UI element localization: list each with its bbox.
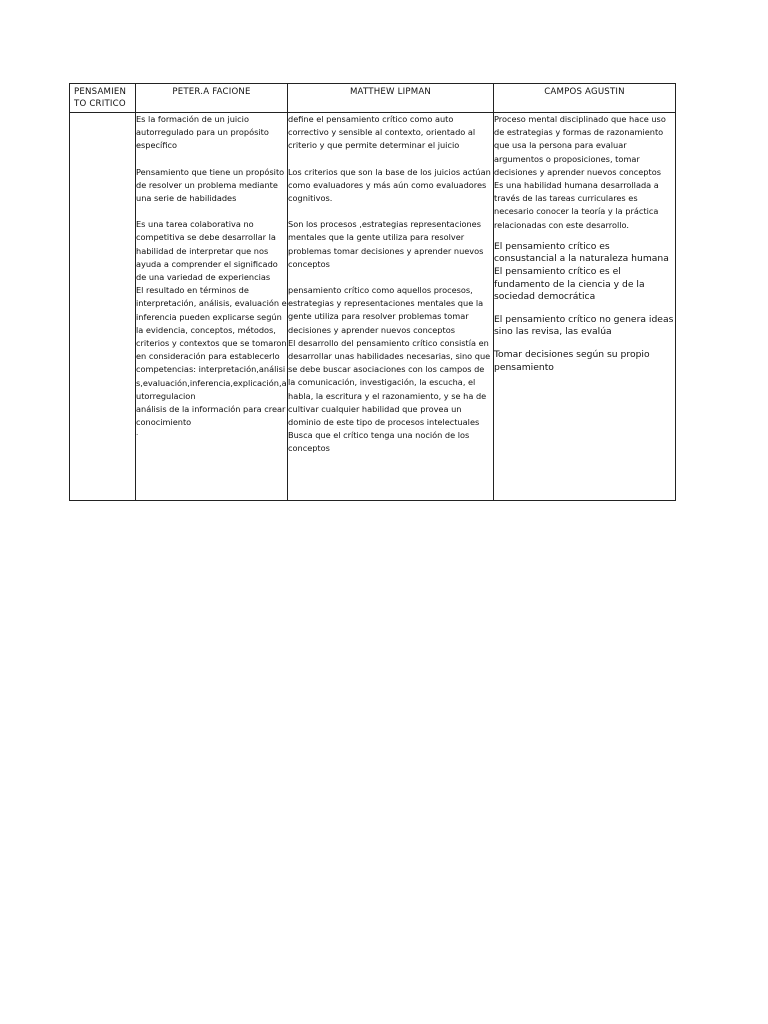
facione-dot: . [136, 429, 139, 438]
facione-paragraph: Es la formación de un juicio autorregulado para un propósito específico [136, 114, 269, 151]
campos-paragraph: El pensamiento crítico es el fundamento de la ciencia y de la sociedad democrática [494, 266, 645, 303]
content-row [70, 113, 676, 501]
campos-paragraph: Tomar decisiones según su propio pensamiento [494, 348, 650, 373]
campos-paragraph: Proceso mental disciplinado que hace uso de estrategias y formas de razonamiento que usa la persona para evaluar argumentos o proposiciones, tomar decisiones y aprender nuevos conceptos [494, 114, 666, 177]
campos-paragraph: El pensamiento crítico no genera ideas sino las revisa, las evalúa [494, 313, 674, 338]
campos-cell [494, 113, 676, 501]
lipman-paragraph: Los criterios que son la base de los juicios actúan como evaluadores y más aún como evaluadores cognitivos. [288, 166, 491, 204]
comparison-table [69, 83, 676, 501]
header-pensamiento-critico: PENSAMIEN TO CRITICO [70, 84, 136, 113]
header-campos: CAMPOS AGUSTIN [494, 84, 676, 113]
header-lipman: MATTHEW LIPMAN [288, 84, 494, 113]
facione-paragraph: competencias: interpretación,análisis,evaluación,inferencia,explicación,autorregulacion [136, 364, 287, 401]
header-facione: PETER.A FACIONE [136, 84, 288, 113]
lipman-paragraph: El desarrollo del pensamiento crítico consistía en desarrollar unas habilidades necesarias, sino que se debe buscar asociaciones con los campos de la comunicación, investigación, la escucha, el habla, la escritura y el razonamiento, y se ha de cultivar cualquier habilidad que provea un dominio de este tipo de procesos intelectuales [288, 337, 491, 428]
lipman-paragraph: define el pensamiento crítico como auto correctivo y sensible al contexto, orientado al criterio y que permite determinar el juicio [288, 114, 476, 151]
facione-paragraph: Es una tarea colaborativa no competitiva se debe desarrollar la habilidad de interpretar que nos ayuda a comprender el significado de una variedad de experiencias [136, 219, 278, 283]
lipman-paragraph: Son los procesos ,estrategias representaciones mentales que la gente utiliza para resolver problemas tomar decisiones y aprender nuevos conceptos [288, 219, 484, 269]
facione-cell [136, 113, 288, 501]
empty-cell [70, 113, 136, 501]
facione-paragraph: El resultado en términos de interpretación, análisis, evaluación e inferencia pueden explicarse según la evidencia, conceptos, métodos, criterios y contextos que se tomaron en consideración para establecerlo [136, 285, 287, 362]
facione-paragraph: análisis de la información para crear conocimiento [136, 404, 286, 428]
facione-paragraph: Pensamiento que tiene un propósito de resolver un problema mediante una serie de habilidades [136, 166, 285, 204]
lipman-cell [288, 113, 494, 501]
campos-paragraph: El pensamiento crítico es consustancial a la naturaleza humana [494, 240, 669, 265]
campos-paragraph: Es una habilidad humana desarrollada a través de las tareas curriculares es necesario conocer la teoría y la práctica relacionadas con este desarrollo. [494, 180, 659, 230]
lipman-paragraph: Busca que el crítico tenga una noción de los conceptos [288, 430, 470, 454]
header-row [70, 84, 676, 113]
lipman-paragraph: pensamiento crítico como aquellos procesos, estrategias y representaciones mentales que la gente utiliza para resolver problemas tomar decisiones y aprender nuevos conceptos [288, 285, 484, 335]
